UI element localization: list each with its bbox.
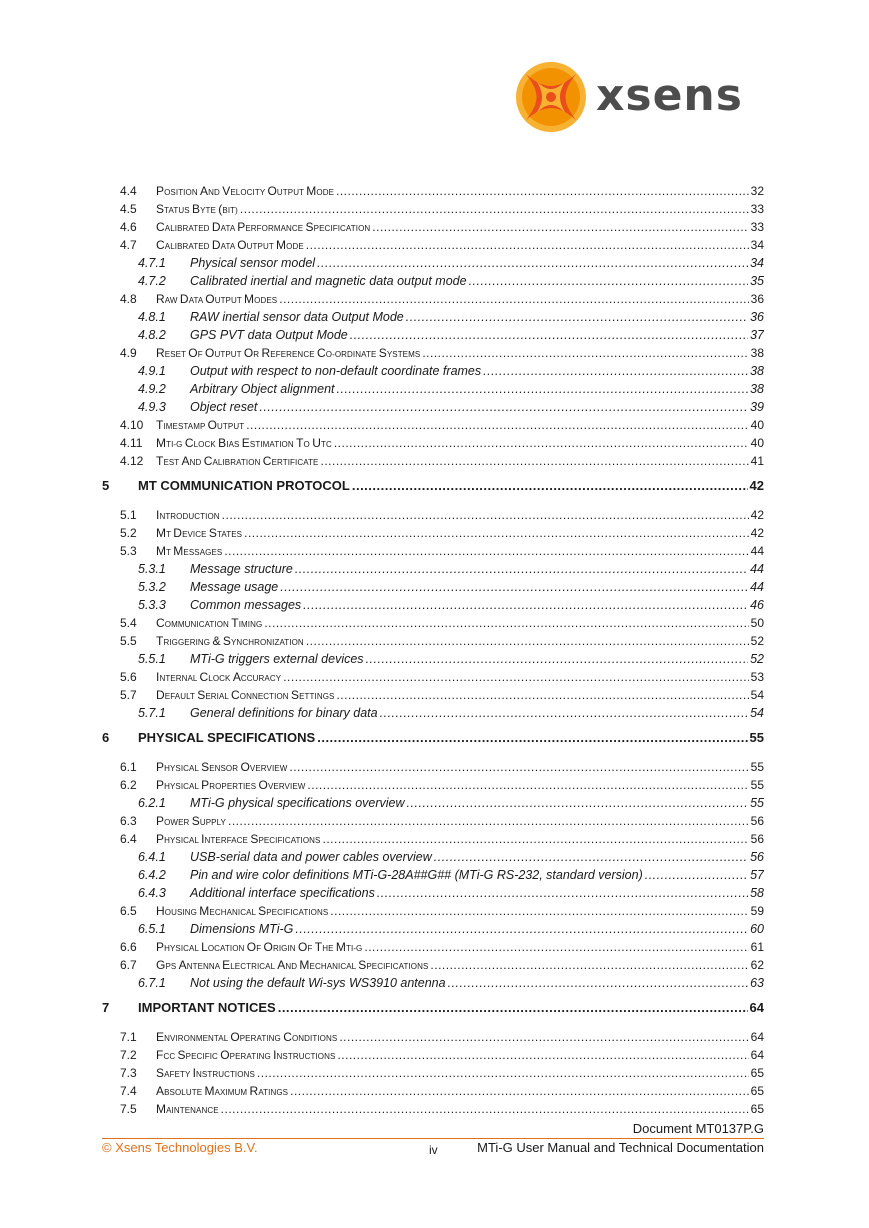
toc-entry-number: 6	[102, 730, 110, 745]
toc-dot-leader	[364, 940, 748, 954]
toc-section-entry[interactable]	[102, 202, 764, 220]
toc-entry-title: Message usage	[190, 580, 279, 594]
toc-entry-page: 42	[750, 526, 764, 540]
toc-entry-page: 37	[750, 328, 764, 342]
toc-entry-page: 60	[750, 922, 764, 936]
toc-section-entry[interactable]	[102, 1066, 764, 1084]
toc-section-entry[interactable]	[102, 634, 764, 652]
toc-entry-page: 64	[749, 1000, 764, 1015]
toc-chapter-entry[interactable]	[102, 478, 764, 498]
toc-dot-leader	[290, 1084, 749, 1098]
toc-section-entry[interactable]	[102, 436, 764, 454]
toc-entry-number: 5.5.1	[138, 652, 166, 666]
toc-entry-page: 53	[750, 670, 764, 684]
toc-entry-page: 36	[750, 292, 764, 306]
toc-entry-title: Output with respect to non-default coordinate frames	[190, 364, 482, 378]
toc-entry-number: 6.4.3	[138, 886, 166, 900]
toc-dot-leader	[483, 364, 748, 378]
toc-section-entry[interactable]	[102, 904, 764, 922]
toc-dot-leader	[322, 832, 748, 846]
toc-entry-number: 4.11	[120, 436, 143, 450]
toc-entry-number: 4.7.2	[138, 274, 166, 288]
toc-entry-page: 54	[750, 706, 764, 720]
toc-entry-number: 7.3	[120, 1066, 137, 1080]
toc-entry-title: Object reset	[190, 400, 258, 414]
toc-entry-title: PHYSICAL SENSOR OVERVIEW	[156, 760, 288, 774]
toc-subsection-entry[interactable]	[102, 310, 764, 328]
toc-entry-page: 34	[750, 238, 764, 252]
toc-subsection-entry[interactable]	[102, 706, 764, 724]
toc-entry-number: 5.3.3	[138, 598, 166, 612]
toc-entry-number: 7.1	[120, 1030, 137, 1044]
toc-entry-page: 52	[750, 652, 764, 666]
toc-entry-number: 6.4.2	[138, 868, 166, 882]
toc-section-entry[interactable]	[102, 616, 764, 634]
toc-entry-number: 5.3	[120, 544, 137, 558]
toc-entry-page: 39	[750, 400, 764, 414]
toc-entry-title: GPS ANTENNA ELECTRICAL AND MECHANICAL SPECIFICATIONS	[156, 958, 429, 972]
toc-entry-page: 65	[750, 1102, 764, 1116]
toc-entry-page: 56	[750, 814, 764, 828]
toc-section-entry[interactable]	[102, 688, 764, 706]
toc-entry-number: 6.6	[120, 940, 137, 954]
document-title: MTi-G User Manual and Technical Documentation	[477, 1140, 764, 1155]
toc-entry-number: 5.3.1	[138, 562, 166, 576]
toc-entry-page: 64	[750, 1030, 764, 1044]
toc-entry-number: 5.2	[120, 526, 137, 540]
toc-entry-title: INTRODUCTION	[156, 508, 220, 522]
toc-entry-page: 59	[750, 904, 764, 918]
xsens-logo-mark-icon	[514, 60, 588, 134]
toc-entry-number: 6.2.1	[138, 796, 166, 810]
toc-entry-number: 5.7.1	[138, 706, 166, 720]
table-of-contents	[102, 184, 764, 1120]
toc-entry-page: 36	[750, 310, 764, 324]
toc-entry-number: 6.3	[120, 814, 137, 828]
toc-section-entry[interactable]	[102, 670, 764, 688]
toc-entry-number: 6.2	[120, 778, 137, 792]
toc-entry-page: 41	[750, 454, 764, 468]
toc-entry-page: 55	[749, 730, 764, 745]
toc-entry-page: 46	[750, 598, 764, 612]
toc-subsection-entry[interactable]	[102, 976, 764, 994]
toc-entry-number: 4.10	[120, 418, 144, 432]
toc-entry-title: MAINTENANCE	[156, 1102, 219, 1116]
toc-dot-leader	[337, 1048, 748, 1062]
toc-dot-leader	[377, 886, 748, 900]
toc-entry-number: 4.7.1	[138, 256, 166, 270]
toc-dot-leader	[380, 706, 748, 720]
toc-entry-title: INTERNAL CLOCK ACCURACY	[156, 670, 282, 684]
toc-dot-leader	[295, 922, 748, 936]
toc-subsection-entry[interactable]	[102, 400, 764, 418]
toc-entry-page: 35	[750, 274, 764, 288]
toc-entry-title: GPS PVT data Output Mode	[190, 328, 348, 342]
toc-entry-number: 4.5	[120, 202, 137, 216]
toc-entry-number: 6.5	[120, 904, 137, 918]
toc-dot-leader	[264, 616, 748, 630]
toc-entry-title: IMPORTANT NOTICES	[138, 1000, 276, 1015]
toc-dot-leader	[366, 652, 749, 666]
toc-dot-leader	[278, 1000, 748, 1015]
toc-dot-leader	[645, 868, 748, 882]
toc-dot-leader	[422, 346, 748, 360]
toc-entry-title: Common messages	[190, 598, 302, 612]
toc-subsection-entry[interactable]	[102, 598, 764, 616]
footer-divider	[102, 1138, 764, 1139]
toc-entry-page: 56	[750, 832, 764, 846]
toc-dot-leader	[448, 976, 749, 990]
toc-entry-title: Not using the default Wi-sys WS3910 antenna	[190, 976, 446, 990]
toc-entry-title: POWER SUPPLY	[156, 814, 226, 828]
toc-dot-leader	[430, 958, 748, 972]
toc-subsection-entry[interactable]	[102, 652, 764, 670]
toc-entry-page: 38	[750, 364, 764, 378]
toc-dot-leader	[303, 598, 748, 612]
toc-entry-number: 5.1	[120, 508, 137, 522]
toc-subsection-entry[interactable]	[102, 382, 764, 400]
toc-entry-number: 4.7	[120, 238, 137, 252]
toc-entry-title: STATUS BYTE (BIT)	[156, 202, 238, 216]
toc-entry-title: RAW inertial sensor data Output Mode	[190, 310, 404, 324]
toc-entry-page: 65	[750, 1066, 764, 1080]
toc-entry-number: 7.5	[120, 1102, 137, 1116]
toc-entry-title: Arbitrary Object alignment	[190, 382, 335, 396]
toc-entry-title: Calibrated inertial and magnetic data output mode	[190, 274, 467, 288]
toc-entry-title: PHYSICAL PROPERTIES OVERVIEW	[156, 778, 306, 792]
xsens-logo	[514, 58, 766, 136]
toc-entry-title: DEFAULT SERIAL CONNECTION SETTINGS	[156, 688, 335, 702]
toc-entry-page: 52	[750, 634, 764, 648]
toc-subsection-entry[interactable]	[102, 364, 764, 382]
toc-section-entry[interactable]	[102, 418, 764, 436]
toc-entry-page: 61	[750, 940, 764, 954]
toc-section-entry[interactable]	[102, 1048, 764, 1066]
toc-dot-leader	[259, 400, 748, 414]
toc-entry-number: 5.7	[120, 688, 137, 702]
toc-section-entry[interactable]	[102, 778, 764, 796]
toc-entry-page: 42	[750, 508, 764, 522]
toc-subsection-entry[interactable]	[102, 850, 764, 868]
toc-dot-leader	[330, 904, 748, 918]
toc-dot-leader	[317, 256, 748, 270]
toc-section-entry[interactable]	[102, 346, 764, 364]
toc-entry-number: 7.2	[120, 1048, 137, 1062]
toc-entry-number: 6.5.1	[138, 922, 166, 936]
toc-entry-number: 6.7	[120, 958, 137, 972]
toc-section-entry[interactable]	[102, 544, 764, 562]
toc-entry-number: 5.6	[120, 670, 137, 684]
toc-dot-leader	[224, 544, 748, 558]
toc-entry-title: FCC SPECIFIC OPERATING INSTRUCTIONS	[156, 1048, 336, 1062]
toc-entry-title: CALIBRATED DATA PERFORMANCE SPECIFICATION	[156, 220, 371, 234]
toc-entry-title: ENVIRONMENTAL OPERATING CONDITIONS	[156, 1030, 338, 1044]
toc-entry-page: 55	[750, 778, 764, 792]
toc-entry-page: 55	[750, 760, 764, 774]
toc-dot-leader	[221, 1102, 749, 1116]
page-number: iv	[429, 1143, 438, 1157]
toc-entry-title: ABSOLUTE MAXIMUM RATINGS	[156, 1084, 289, 1098]
toc-entry-page: 33	[750, 202, 764, 216]
toc-entry-title: COMMUNICATION TIMING	[156, 616, 263, 630]
toc-dot-leader	[337, 382, 749, 396]
toc-dot-leader	[307, 778, 748, 792]
toc-entry-number: 5.4	[120, 616, 137, 630]
toc-section-entry[interactable]	[102, 832, 764, 850]
toc-entry-title: SAFETY INSTRUCTIONS	[156, 1066, 255, 1080]
toc-entry-number: 7	[102, 1000, 110, 1015]
toc-section-entry[interactable]	[102, 760, 764, 778]
toc-section-entry[interactable]	[102, 292, 764, 310]
toc-section-entry[interactable]	[102, 940, 764, 958]
toc-dot-leader	[306, 238, 749, 252]
toc-chapter-entry[interactable]	[102, 1000, 764, 1020]
toc-dot-leader	[283, 670, 748, 684]
copyright-notice: © Xsens Technologies B.V.	[102, 1140, 258, 1155]
toc-entry-page: 64	[750, 1048, 764, 1062]
toc-dot-leader	[280, 580, 748, 594]
toc-dot-leader	[295, 562, 748, 576]
toc-entry-title: Physical sensor model	[190, 256, 316, 270]
toc-section-entry[interactable]	[102, 526, 764, 544]
toc-entry-page: 63	[750, 976, 764, 990]
toc-dot-leader	[246, 418, 748, 432]
toc-entry-page: 54	[750, 688, 764, 702]
toc-subsection-entry[interactable]	[102, 580, 764, 598]
toc-entry-page: 44	[750, 544, 764, 558]
toc-entry-page: 42	[749, 478, 764, 493]
toc-entry-title: RESET OF OUTPUT OR REFERENCE CO-ORDINATE SYSTEMS	[156, 346, 421, 360]
toc-subsection-entry[interactable]	[102, 562, 764, 580]
toc-entry-title: MT DEVICE STATES	[156, 526, 243, 540]
toc-entry-page: 44	[750, 580, 764, 594]
toc-dot-leader	[306, 634, 749, 648]
toc-entry-page: 65	[750, 1084, 764, 1098]
toc-entry-title: Pin and wire color definitions MTi-G-28A##G## (MTi-G RS-232, standard version)	[190, 868, 643, 882]
toc-dot-leader	[352, 478, 748, 493]
toc-entry-page: 40	[750, 436, 764, 450]
toc-dot-leader	[222, 508, 749, 522]
toc-entry-page: 55	[750, 796, 764, 810]
toc-entry-title: TRIGGERING & SYNCHRONIZATION	[156, 634, 304, 648]
toc-entry-number: 4.12	[120, 454, 144, 468]
toc-dot-leader	[321, 454, 749, 468]
toc-entry-page: 57	[750, 868, 764, 882]
toc-entry-title: Additional interface specifications	[190, 886, 375, 900]
toc-entry-page: 50	[750, 616, 764, 630]
toc-entry-title: MTi-G triggers external devices	[190, 652, 364, 666]
toc-subsection-entry[interactable]	[102, 256, 764, 274]
toc-subsection-entry[interactable]	[102, 922, 764, 940]
toc-entry-number: 4.9.1	[138, 364, 166, 378]
toc-section-entry[interactable]	[102, 958, 764, 976]
toc-entry-title: General definitions for binary data	[190, 706, 378, 720]
toc-entry-title: Dimensions MTi-G	[190, 922, 294, 936]
toc-entry-page: 32	[750, 184, 764, 198]
toc-entry-title: PHYSICAL INTERFACE SPECIFICATIONS	[156, 832, 321, 846]
toc-entry-title: POSITION AND VELOCITY OUTPUT MODE	[156, 184, 335, 198]
toc-section-entry[interactable]	[102, 1030, 764, 1048]
toc-entry-page: 38	[750, 346, 764, 360]
toc-entry-number: 4.8	[120, 292, 137, 306]
toc-entry-page: 44	[750, 562, 764, 576]
toc-section-entry[interactable]	[102, 1102, 764, 1120]
toc-dot-leader	[350, 328, 748, 342]
toc-entry-page: 56	[750, 850, 764, 864]
toc-dot-leader	[406, 310, 748, 324]
toc-entry-page: 40	[750, 418, 764, 432]
toc-entry-number: 4.8.2	[138, 328, 166, 342]
toc-entry-title: USB-serial data and power cables overview	[190, 850, 432, 864]
toc-dot-leader	[372, 220, 748, 234]
toc-entry-number: 5.5	[120, 634, 137, 648]
toc-entry-number: 6.1	[120, 760, 137, 774]
toc-section-entry[interactable]	[102, 814, 764, 832]
toc-dot-leader	[244, 526, 749, 540]
toc-entry-title: TIMESTAMP OUTPUT	[156, 418, 245, 432]
toc-entry-page: 58	[750, 886, 764, 900]
toc-entry-page: 34	[750, 256, 764, 270]
toc-dot-leader	[336, 688, 748, 702]
toc-entry-title: MT COMMUNICATION PROTOCOL	[138, 478, 350, 493]
toc-entry-page: 33	[750, 220, 764, 234]
toc-dot-leader	[317, 730, 747, 745]
toc-entry-title: HOUSING MECHANICAL SPECIFICATIONS	[156, 904, 329, 918]
toc-entry-title: PHYSICAL SPECIFICATIONS	[138, 730, 316, 745]
toc-section-entry[interactable]	[102, 238, 764, 256]
toc-section-entry[interactable]	[102, 184, 764, 202]
toc-entry-number: 6.4	[120, 832, 137, 846]
toc-entry-title: Message structure	[190, 562, 293, 576]
toc-section-entry[interactable]	[102, 454, 764, 472]
toc-section-entry[interactable]	[102, 1084, 764, 1102]
toc-entry-title: TEST AND CALIBRATION CERTIFICATE	[156, 454, 319, 468]
toc-section-entry[interactable]	[102, 220, 764, 238]
toc-dot-leader	[257, 1066, 749, 1080]
toc-subsection-entry[interactable]	[102, 328, 764, 346]
toc-subsection-entry[interactable]	[102, 868, 764, 886]
toc-entry-title: CALIBRATED DATA OUTPUT MODE	[156, 238, 304, 252]
toc-dot-leader	[469, 274, 749, 288]
toc-entry-title: MTi-G physical specifications overview	[190, 796, 405, 810]
toc-dot-leader	[334, 436, 749, 450]
toc-entry-number: 5.3.2	[138, 580, 166, 594]
toc-entry-title: MT MESSAGES	[156, 544, 223, 558]
toc-dot-leader	[336, 184, 749, 198]
toc-entry-number: 6.7.1	[138, 976, 166, 990]
toc-entry-title: MTI-G CLOCK BIAS ESTIMATION TO UTC	[156, 436, 332, 450]
toc-dot-leader	[240, 202, 749, 216]
toc-subsection-entry[interactable]	[102, 274, 764, 292]
logo-wordmark: xsens	[596, 70, 743, 121]
toc-dot-leader	[434, 850, 748, 864]
toc-entry-page: 38	[750, 382, 764, 396]
toc-section-entry[interactable]	[102, 508, 764, 526]
toc-dot-leader	[407, 796, 749, 810]
toc-subsection-entry[interactable]	[102, 886, 764, 904]
toc-entry-number: 4.9.2	[138, 382, 166, 396]
toc-entry-number: 7.4	[120, 1084, 137, 1098]
toc-entry-number: 4.4	[120, 184, 137, 198]
toc-chapter-entry[interactable]	[102, 730, 764, 750]
toc-entry-number: 4.9	[120, 346, 137, 360]
toc-entry-title: RAW DATA OUTPUT MODES	[156, 292, 278, 306]
toc-entry-number: 5	[102, 478, 110, 493]
toc-entry-number: 4.9.3	[138, 400, 166, 414]
document-number: Document MT0137P.G	[632, 1121, 764, 1136]
toc-dot-leader	[228, 814, 749, 828]
toc-entry-title: PHYSICAL LOCATION OF ORIGIN OF THE MTI-G	[156, 940, 363, 954]
toc-dot-leader	[339, 1030, 748, 1044]
toc-dot-leader	[279, 292, 748, 306]
toc-entry-number: 6.4.1	[138, 850, 166, 864]
toc-subsection-entry[interactable]	[102, 796, 764, 814]
toc-entry-number: 4.6	[120, 220, 137, 234]
toc-entry-number: 4.8.1	[138, 310, 166, 324]
toc-entry-page: 62	[750, 958, 764, 972]
toc-dot-leader	[289, 760, 748, 774]
